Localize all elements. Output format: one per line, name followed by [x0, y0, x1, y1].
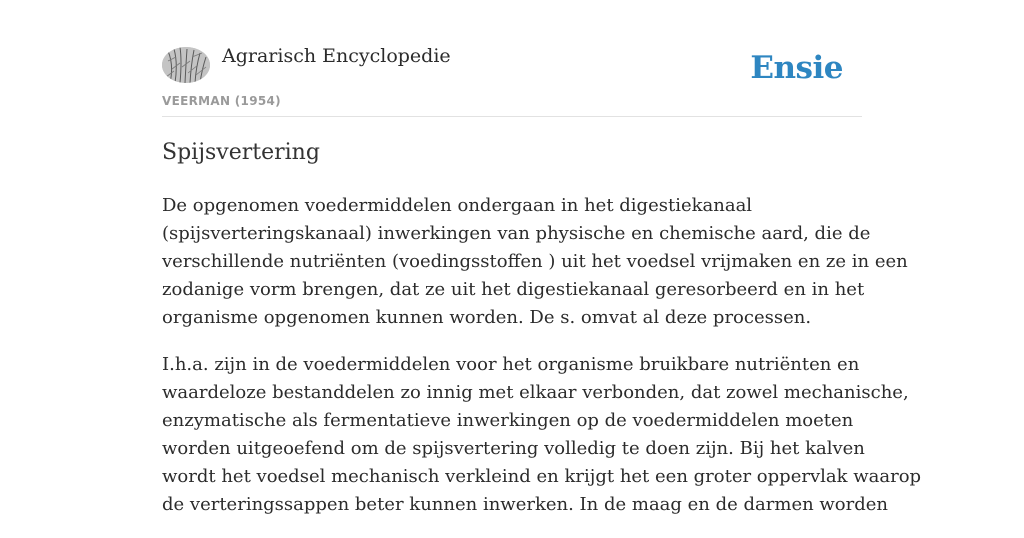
wheat-engraving-icon[interactable] — [162, 47, 210, 83]
page — [162, 0, 922, 515]
text-line: de verteringssappen beter kunnen inwerken. In de maag en de darmen worden — [162, 494, 889, 515]
text-line: enzymatische als fermentatieve inwerkingen op de voedermiddelen moeten — [162, 410, 854, 431]
text-line: wordt het voedsel mechanisch verkleind en krijgt het een groter oppervlak waarop — [162, 466, 922, 487]
article-body — [162, 192, 922, 538]
brand-logo[interactable]: Ensie — [750, 50, 843, 86]
text-line: organisme opgenomen kunnen worden. De s. omvat al deze processen. — [162, 307, 812, 328]
publication-header — [162, 0, 862, 117]
publication-author-year: VEERMAN (1954) — [162, 94, 281, 108]
text-line: zodanige vorm brengen, dat ze uit het digestiekanaal geresorbeerd en in het — [162, 279, 865, 300]
publication-title[interactable]: Agrarisch Encyclopedie — [222, 45, 451, 67]
paragraph-1 — [162, 192, 908, 332]
text-line: De opgenomen voedermiddelen ondergaan in het digestiekanaal — [162, 195, 753, 216]
text-line: (spijsverteringskanaal) inwerkingen van physische en chemische aard, die de — [162, 223, 871, 244]
text-line: I.h.a. zijn in de voedermiddelen voor het organisme bruikbare nutriënten en — [162, 354, 860, 375]
article-title: Spijsvertering — [162, 140, 320, 165]
text-line: waardeloze bestanddelen zo innig met elkaar verbonden, dat zowel mechanische, — [162, 382, 909, 403]
text-line: worden uitgeoefend om de spijsvertering volledig te doen zijn. Bij het kalven — [162, 438, 865, 459]
paragraph-2 — [162, 351, 922, 519]
text-line: verschillende nutriënten (voedingsstoffen ) uit het voedsel vrijmaken en ze in een — [162, 251, 908, 272]
